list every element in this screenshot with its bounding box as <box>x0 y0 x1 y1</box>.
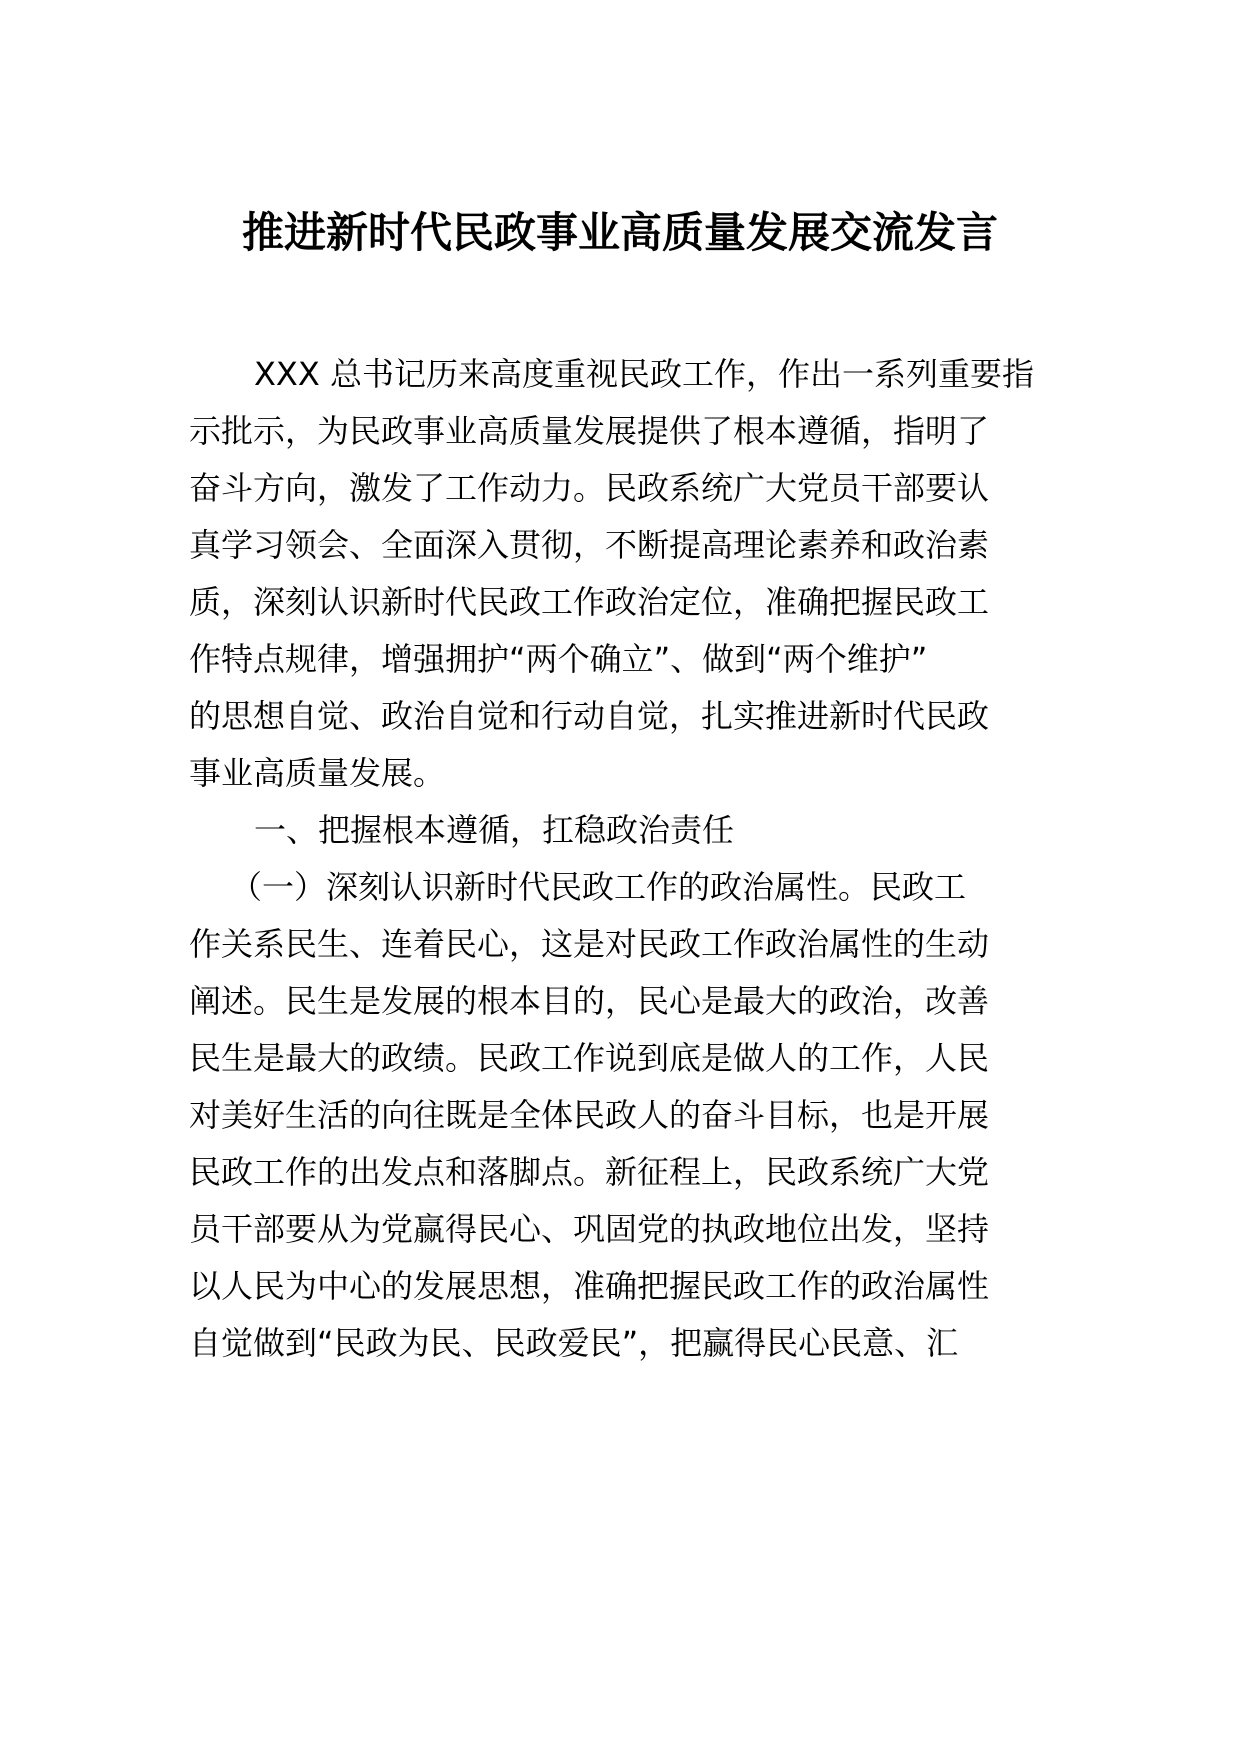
section-heading-1: 一、把握根本遵循，扛稳政治责任 <box>254 811 735 849</box>
paragraph-2-line-8: 以人民为中心的发展思想，准确把握民政工作的政治属性 <box>189 1267 990 1305</box>
paragraph-1-line-3: 奋斗方向，激发了工作动力。民政系统广大党员干部要认 <box>189 469 990 507</box>
paragraph-1-line-4: 真学习领会、全面深入贯彻，不断提高理论素养和政治素 <box>189 526 990 564</box>
paragraph-2-line-3: 阐述。民生是发展的根本目的，民心是最大的政治，改善 <box>189 982 990 1020</box>
paragraph-1-line-2: 示批示，为民政事业高质量发展提供了根本遵循，指明了 <box>189 412 990 450</box>
paragraph-1-line-7: 的思想自觉、政治自觉和行动自觉，扎实推进新时代民政 <box>189 697 990 735</box>
paragraph-2-line-6: 民政工作的出发点和落脚点。新征程上，民政系统广大党 <box>189 1153 990 1191</box>
paragraph-1-line-5: 质，深刻认识新时代民政工作政治定位，准确把握民政工 <box>189 583 990 621</box>
paragraph-2-line-5: 对美好生活的向往既是全体民政人的奋斗目标，也是开展 <box>189 1096 990 1134</box>
paragraph-2-line-4: 民生是最大的政绩。民政工作说到底是做人的工作，人民 <box>189 1039 990 1077</box>
paragraph-2-line-9: 自觉做到“民政为民、民政爱民”，把赢得民心民意、汇 <box>189 1324 959 1362</box>
paragraph-1-line-8: 事业高质量发展。 <box>189 754 446 792</box>
paragraph-2-line-1: （一）深刻认识新时代民政工作的政治属性。民政工 <box>230 868 967 906</box>
paragraph-1-line-6: 作特点规律，增强拥护“两个确立”、做到“两个维护” <box>189 640 928 678</box>
paragraph-1-line-1: XXX 总书记历来高度重视民政工作，作出一系列重要指 <box>254 355 1034 393</box>
document-title: 推进新时代民政事业高质量发展交流发言 <box>241 208 998 257</box>
paragraph-2-line-2: 作关系民生、连着民心，这是对民政工作政治属性的生动 <box>189 925 990 963</box>
paragraph-2-line-7: 员干部要从为党赢得民心、巩固党的执政地位出发，坚持 <box>189 1210 990 1248</box>
